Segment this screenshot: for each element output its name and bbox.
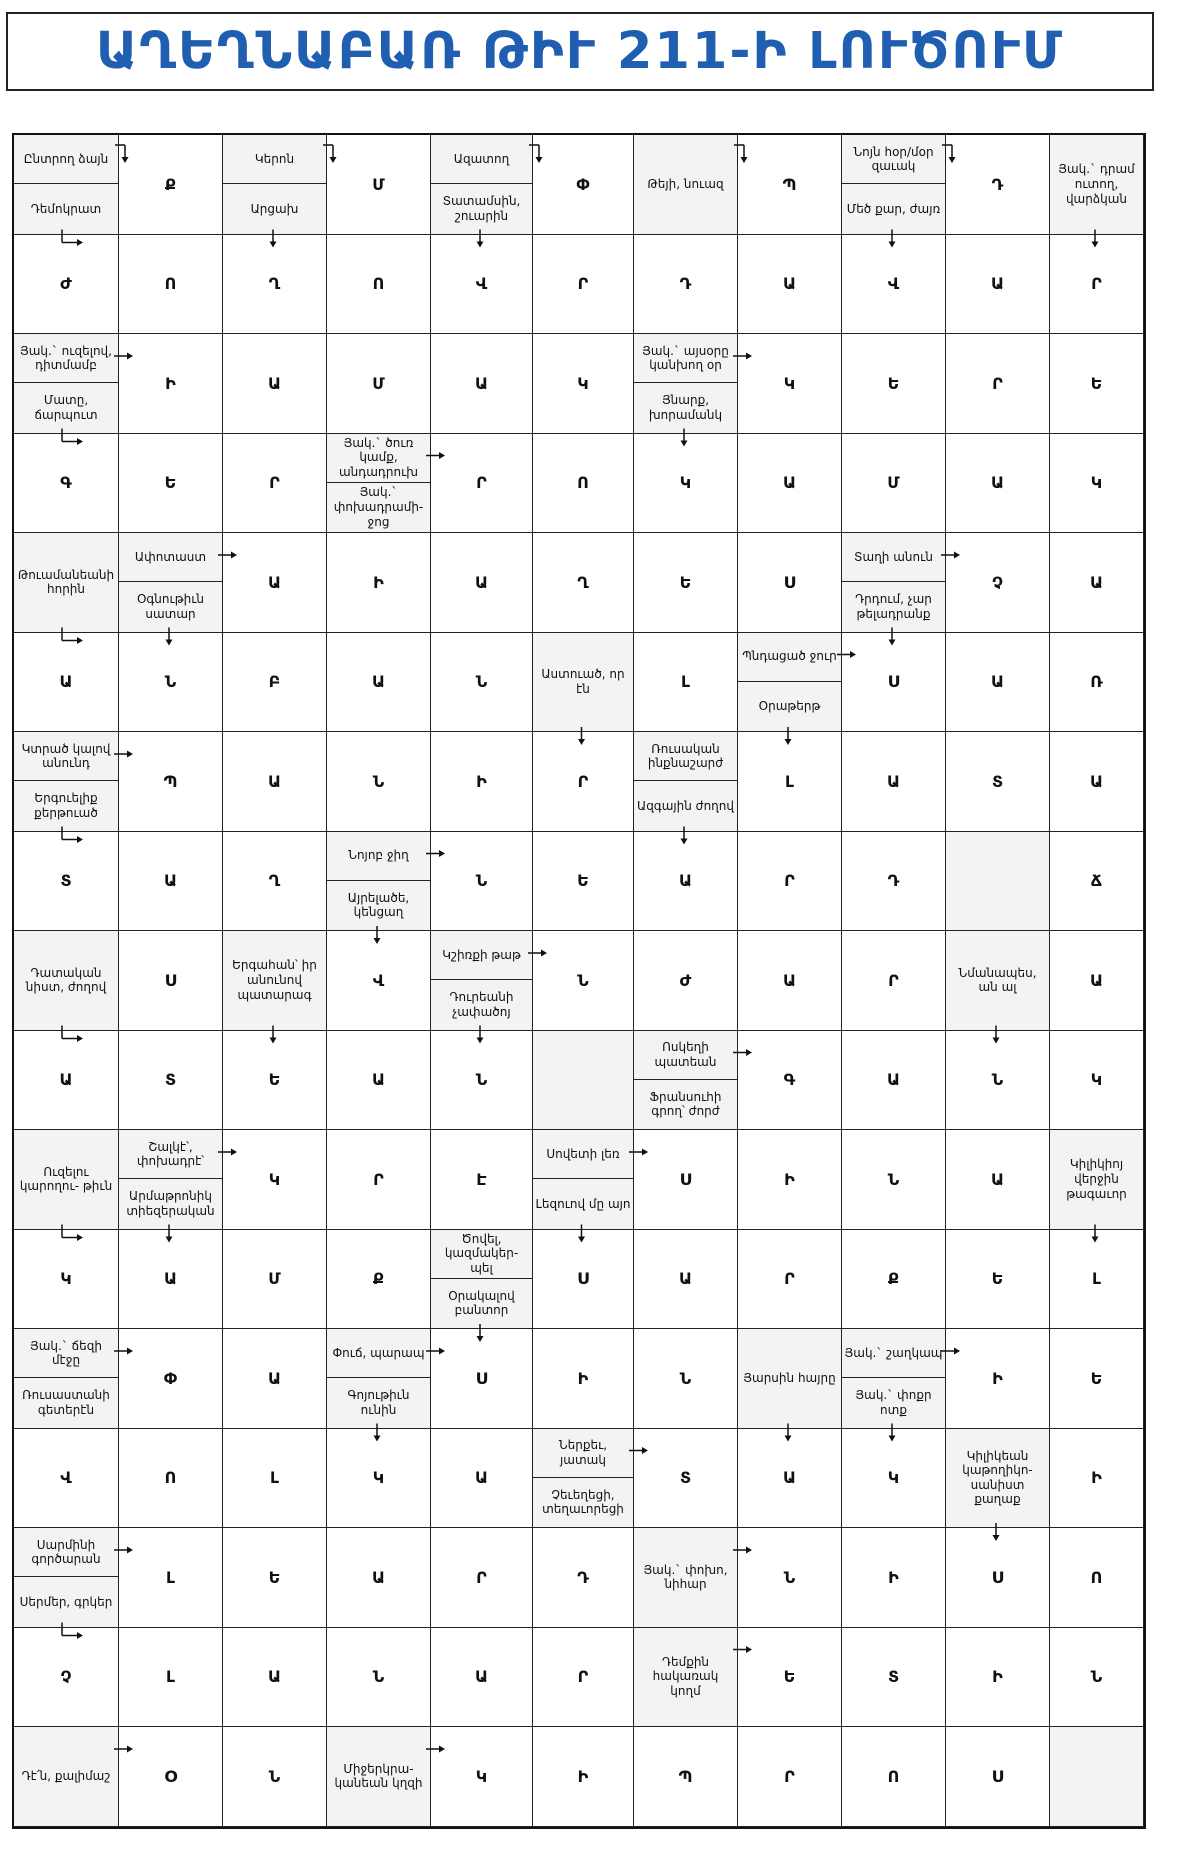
letter-cell[interactable]: Կ [431,1727,533,1827]
letter-cell[interactable]: Դ [946,135,1050,235]
letter-cell[interactable]: Ե [1050,334,1144,434]
letter-cell[interactable]: Դ [842,832,946,932]
letter-cell[interactable]: Ս [738,533,842,633]
clue-text-top: Տաղի անուն [842,533,945,582]
letter-cell[interactable]: Ա [738,1429,842,1529]
crossword-grid [12,133,1146,1829]
clue-text: Երգահան՝ իր անունով պատարագ [232,958,317,1002]
double-clue-cell [842,135,946,235]
letter-cell[interactable]: Ե [119,434,223,534]
clue-text-bottom: Յակ.` փոքր ոտք [855,1388,932,1417]
clue-text: Թեյի, նուազ [647,176,724,191]
letter-cell[interactable]: Ա [223,1628,327,1728]
double-clue-cell [119,533,223,633]
letter-cell[interactable]: Վ [842,235,946,335]
clue-cell [1050,1130,1144,1230]
letter-cell[interactable]: Ե [1050,1329,1144,1429]
clue-text-top: Ազատող [431,135,532,184]
letter-cell[interactable]: Ի [738,1130,842,1230]
letter-cell[interactable]: Վ [327,931,431,1031]
double-clue-cell [634,1031,738,1131]
clue-text-bottom: Օրաթերթ [758,699,821,714]
clue-cell [1050,135,1144,235]
letter-cell[interactable]: Ա [223,334,327,434]
clue-cell [738,1329,842,1429]
letter-cell[interactable]: Ո [327,235,431,335]
clue-text-top: Ռուսական ինքնաշարժ [634,732,737,781]
letter-cell[interactable]: Մ [327,135,431,235]
clue-text: Յակ.` դրամ ուտող, վարձկան [1058,162,1135,206]
letter-cell[interactable]: Ա [431,1429,533,1529]
letter-cell[interactable]: Ի [533,1727,634,1827]
letter-cell[interactable]: Ք [327,1230,431,1330]
letter-cell[interactable]: Ղ [533,533,634,633]
letter-cell[interactable]: Ն [327,1628,431,1728]
clue-text-top: Յակ.` ծուռ կամք, անդադրուխ [327,434,430,483]
letter-cell[interactable]: Ն [738,1528,842,1628]
letter-cell[interactable]: Ն [946,1031,1050,1131]
letter-cell[interactable]: Ն [634,1329,738,1429]
letter-cell[interactable]: Ի [946,1628,1050,1728]
letter-cell[interactable]: Ե [533,832,634,932]
clue-cell [634,135,738,235]
letter-cell[interactable]: Ր [738,1727,842,1827]
letter-cell[interactable]: Ր [223,434,327,534]
double-clue-cell [223,135,327,235]
clue-cell [14,1727,119,1827]
double-clue-cell [119,1130,223,1230]
clue-text-top: Նոյոբ ջիղ [327,832,430,881]
clue-text-top: Շալկէ՝, փոխադրէ՝ [119,1130,222,1179]
letter-cell[interactable]: Ո [533,434,634,534]
letter-cell[interactable]: Դ [634,235,738,335]
clue-text-top: Յակ.` ուզելով, դիտմամբ [14,334,118,383]
clue-text-top: Յակ.` ճեզի մէջը [14,1329,118,1378]
letter-cell[interactable]: Ր [738,1230,842,1330]
double-clue-cell [431,931,533,1031]
letter-cell[interactable]: Ս [431,1329,533,1429]
letter-cell[interactable]: Ա [327,1031,431,1131]
double-clue-cell [431,1230,533,1330]
clue-text-bottom: Այրելածե, կենցաղ [347,890,410,920]
clue-text-top: Կշիռքի թաթ [431,931,532,980]
letter-cell[interactable]: Ս [842,633,946,733]
letter-cell[interactable]: Ք [119,135,223,235]
letter-cell[interactable]: Մ [842,434,946,534]
clue-text-top: Ներքեւ, յատակ [533,1429,633,1478]
letter-cell[interactable]: Ա [842,1031,946,1131]
clue-text-bottom: Յնարք, խորամանկ [648,393,723,422]
clue-text-top: Ծովել, կազմակեր- պել [431,1230,532,1279]
clue-text: Նմանապես, ան ալ [958,965,1037,995]
letter-cell[interactable]: Պ [634,1727,738,1827]
letter-cell[interactable]: Վ [431,235,533,335]
clue-text-bottom: Ազգային ժողով [637,798,734,813]
letter-cell[interactable]: Օ [119,1727,223,1827]
clue-text-bottom: Մատը, ճարպուտ [34,393,98,422]
letter-cell[interactable]: Ա [738,931,842,1031]
letter-cell[interactable]: Ի [327,533,431,633]
letter-cell[interactable]: Ն [533,931,634,1031]
letter-cell[interactable]: Ի [119,334,223,434]
clue-cell [14,533,119,633]
letter-cell[interactable]: Կ [1050,1031,1144,1131]
letter-cell[interactable]: Ա [738,434,842,534]
letter-cell[interactable]: Ե [946,1230,1050,1330]
letter-cell[interactable]: Ի [431,732,533,832]
letter-cell[interactable]: Ս [634,1130,738,1230]
letter-cell[interactable]: Տ [634,1429,738,1529]
clue-text-bottom: Արցախ [250,201,299,216]
letter-cell[interactable]: Ն [1050,1628,1144,1728]
letter-cell[interactable]: Չ [14,1628,119,1728]
letter-cell[interactable]: Կ [327,1429,431,1529]
letter-cell[interactable]: Ն [431,832,533,932]
clue-cell [634,1528,738,1628]
letter-cell[interactable]: Ի [842,1528,946,1628]
letter-cell[interactable]: Ա [946,1130,1050,1230]
letter-cell[interactable]: Ժ [634,931,738,1031]
clue-text-top: Փուճ, պարապ [327,1329,430,1378]
letter-cell[interactable]: Լ [119,1528,223,1628]
puzzle-title-text: ԱՂԵՂՆԱԲԱՌ ԹԻՒ 211-Ի ԼՈՒԾՈՒՄ [96,22,1064,81]
letter-cell[interactable]: Կ [14,1230,119,1330]
double-clue-cell [431,135,533,235]
letter-cell[interactable]: Փ [119,1329,223,1429]
clue-text: Կիլիկեան կաթողիկո- սանիստ քաղաք [962,1448,1033,1507]
letter-cell[interactable]: Ե [223,1031,327,1131]
clue-text: Յարսին հայրը [743,1370,836,1385]
clue-text-bottom: Դեմոկրատ [30,201,102,216]
double-clue-cell [14,1528,119,1628]
letter-cell[interactable]: Ա [634,832,738,932]
clue-text-top: Յակ.` այսօրը կանխող օր [634,334,737,383]
letter-cell[interactable]: Ա [431,533,533,633]
letter-cell[interactable]: Մ [327,334,431,434]
clue-text-bottom: Օգնութիւն սատար [136,592,205,621]
letter-cell[interactable]: Պ [738,135,842,235]
letter-cell[interactable]: Ղ [223,832,327,932]
clue-text-bottom: Յակ.` փոխադրամի- ջոց [333,485,424,529]
clue-text-bottom: Ֆրանսուհի գրող՝ ժորժ [649,1089,722,1119]
clue-cell [14,1130,119,1230]
letter-cell[interactable]: Ս [119,931,223,1031]
clue-cell [634,1628,738,1728]
blank-cell [946,832,1050,932]
clue-text-bottom: Սերմեր, գրկեր [19,1594,113,1609]
letter-cell[interactable]: Ր [533,1628,634,1728]
letter-cell[interactable]: Փ [533,135,634,235]
letter-cell[interactable]: Ր [431,434,533,534]
letter-cell[interactable]: Ր [327,1130,431,1230]
letter-cell[interactable]: Վ [14,1429,119,1529]
letter-cell[interactable]: Ր [533,732,634,832]
clue-text-top: Սարմինի գործարան [14,1528,118,1577]
letter-cell[interactable]: Ս [946,1528,1050,1628]
letter-cell[interactable]: Ա [119,832,223,932]
letter-cell[interactable]: Ա [14,1031,119,1131]
letter-cell[interactable]: Ա [431,1628,533,1728]
letter-cell[interactable]: Տ [119,1031,223,1131]
letter-cell[interactable]: Ո [1050,1528,1144,1628]
letter-cell[interactable]: Տ [14,832,119,932]
letter-cell[interactable]: Ե [634,533,738,633]
letter-cell[interactable]: Կ [533,334,634,434]
clue-text: Դէ՛ն, քալիմաշ [21,1768,111,1783]
clue-text-top: Ընտրող ձայն [14,135,118,184]
letter-cell[interactable]: Ա [223,732,327,832]
double-clue-cell [533,1429,634,1529]
clue-text-bottom: Գոյութիւն ունին [347,1388,410,1417]
clue-cell [946,931,1050,1031]
letter-cell[interactable]: Կ [634,434,738,534]
clue-text: Միջերկրա- կանեան կղզի [334,1761,423,1791]
clue-text-top: Նոյն հօր/մօր զաւակ [842,135,945,184]
double-clue-cell [634,732,738,832]
letter-cell[interactable]: Ն [119,633,223,733]
clue-text: Դեմքին հակառակ կողմ [652,1654,719,1699]
letter-cell[interactable]: Ա [634,1230,738,1330]
letter-cell[interactable]: Ա [327,1528,431,1628]
letter-cell[interactable]: Ր [946,334,1050,434]
letter-cell[interactable]: Ճ [1050,832,1144,932]
double-clue-cell [327,1329,431,1429]
clue-text-bottom: Օրակալով բանտոր [448,1288,515,1318]
letter-cell[interactable]: Ս [533,1230,634,1330]
letter-cell[interactable]: Ի [533,1329,634,1429]
letter-cell[interactable]: Ն [223,1727,327,1827]
letter-cell[interactable]: Ն [431,1031,533,1131]
double-clue-cell [14,1329,119,1429]
clue-text-top: Յակ.` շաղկապ [842,1329,945,1378]
clue-cell [946,1429,1050,1529]
clue-text-top: Պնդացած ջուր [738,633,841,682]
letter-cell[interactable]: Բ [223,633,327,733]
letter-cell[interactable]: Տ [842,1628,946,1728]
double-clue-cell [533,1130,634,1230]
letter-cell[interactable]: Ր [1050,235,1144,335]
letter-cell[interactable]: Ն [842,1130,946,1230]
double-clue-cell [327,832,431,932]
letter-cell[interactable]: Պ [119,732,223,832]
double-clue-cell [738,633,842,733]
clue-text-top: Ոսկեղի պատեան [634,1031,737,1080]
letter-cell[interactable]: Ա [946,633,1050,733]
clue-text-bottom: Լեզուով մը այո [535,1196,631,1211]
letter-cell[interactable]: Ղ [223,235,327,335]
letter-cell[interactable]: Ռ [1050,633,1144,733]
letter-cell[interactable]: Ո [119,1429,223,1529]
double-clue-cell [14,135,119,235]
letter-cell[interactable]: Ա [119,1230,223,1330]
letter-cell[interactable]: Ե [842,334,946,434]
letter-cell[interactable]: Ն [431,633,533,733]
clue-text-bottom: Արմաթրոնիկ տիեզերական [126,1189,215,1218]
clue-text: Դատական նիստ, ժողով [25,965,107,995]
double-clue-cell [634,334,738,434]
clue-cell [223,931,327,1031]
letter-cell[interactable]: Կ [842,1429,946,1529]
clue-text-bottom: Դրդում, չար թելադրանք [855,592,932,621]
letter-cell[interactable]: Ե [223,1528,327,1628]
letter-cell[interactable]: Ի [1050,1429,1144,1529]
letter-cell[interactable]: Լ [738,732,842,832]
letter-cell[interactable]: Ժ [14,235,119,335]
letter-cell[interactable]: Ս [946,1727,1050,1827]
letter-cell[interactable]: Ն [327,732,431,832]
letter-cell[interactable]: Ա [431,334,533,434]
clue-text-top: Ափոտաստ [119,533,222,582]
letter-cell[interactable]: Է [431,1130,533,1230]
clue-text: Ուզելու կարողու- թիւն [19,1164,113,1194]
letter-cell[interactable]: Գ [14,434,119,534]
letter-cell[interactable]: Դ [533,1528,634,1628]
letter-cell[interactable]: Մ [223,1230,327,1330]
letter-cell[interactable]: Ք [842,1230,946,1330]
clue-text-bottom: Ռուսաստանի գետերէն [22,1388,110,1417]
puzzle-title [6,12,1154,91]
letter-cell[interactable]: Ա [946,434,1050,534]
letter-cell[interactable]: Ա [1050,732,1144,832]
letter-cell[interactable]: Լ [119,1628,223,1728]
letter-cell[interactable]: Ա [946,235,1050,335]
clue-text: Աստուած, որ էն [541,667,625,696]
letter-cell[interactable]: Գ [738,1031,842,1131]
double-clue-cell [842,1329,946,1429]
clue-text-bottom: Դուրեանի չափածոյ [449,990,514,1019]
letter-cell[interactable]: Ի [946,1329,1050,1429]
letter-cell[interactable]: Ա [1050,533,1144,633]
clue-text-top: Կտրած կալով անունդ [14,732,118,781]
letter-cell[interactable]: Ր [431,1528,533,1628]
double-clue-cell [14,334,119,434]
letter-cell[interactable]: Լ [1050,1230,1144,1330]
clue-text: Թուամանեանի հորին [17,567,115,597]
letter-cell[interactable]: Ա [223,1329,327,1429]
double-clue-cell [842,533,946,633]
clue-cell [533,633,634,733]
letter-cell[interactable]: Կ [223,1130,327,1230]
blank-cell [533,1031,634,1131]
clue-text-bottom: Չեւեղեցի, տեղաւորեցի [542,1487,624,1517]
letter-cell[interactable]: Ո [842,1727,946,1827]
letter-cell[interactable]: Ե [738,1628,842,1728]
letter-cell[interactable]: Ա [223,533,327,633]
letter-cell[interactable]: Տ [946,732,1050,832]
clue-cell [14,931,119,1031]
clue-text: Յակ.` փոխո, նիհար [643,1562,728,1592]
letter-cell[interactable]: Ա [842,732,946,832]
letter-cell[interactable]: Չ [946,533,1050,633]
clue-text: Կիլիկիոյ վերջին թագաւոր [1066,1157,1127,1201]
clue-cell [327,1727,431,1827]
clue-text-top: Սովետի լեռ [533,1130,633,1179]
letter-cell[interactable]: Ո [119,235,223,335]
letter-cell[interactable]: Ա [14,633,119,733]
clue-text-bottom: Մեծ քար, ժայռ [846,201,941,216]
letter-cell[interactable]: Ր [533,235,634,335]
double-clue-cell [327,434,431,534]
clue-text-bottom: Երգուելիք քերթուած [34,791,98,820]
letter-cell[interactable]: Ա [738,235,842,335]
blank-cell [1050,1727,1144,1827]
letter-cell[interactable]: Ա [327,633,431,733]
double-clue-cell [14,732,119,832]
letter-cell[interactable]: Լ [223,1429,327,1529]
letter-cell[interactable]: Լ [634,633,738,733]
clue-text-top: Կերոն [223,135,326,184]
letter-cell[interactable]: Ր [842,931,946,1031]
clue-text-bottom: Տատամսին, շուարին [442,194,521,223]
letter-cell[interactable]: Ա [1050,931,1144,1031]
letter-cell[interactable]: Ր [738,832,842,932]
letter-cell[interactable]: Կ [1050,434,1144,534]
letter-cell[interactable]: Կ [738,334,842,434]
